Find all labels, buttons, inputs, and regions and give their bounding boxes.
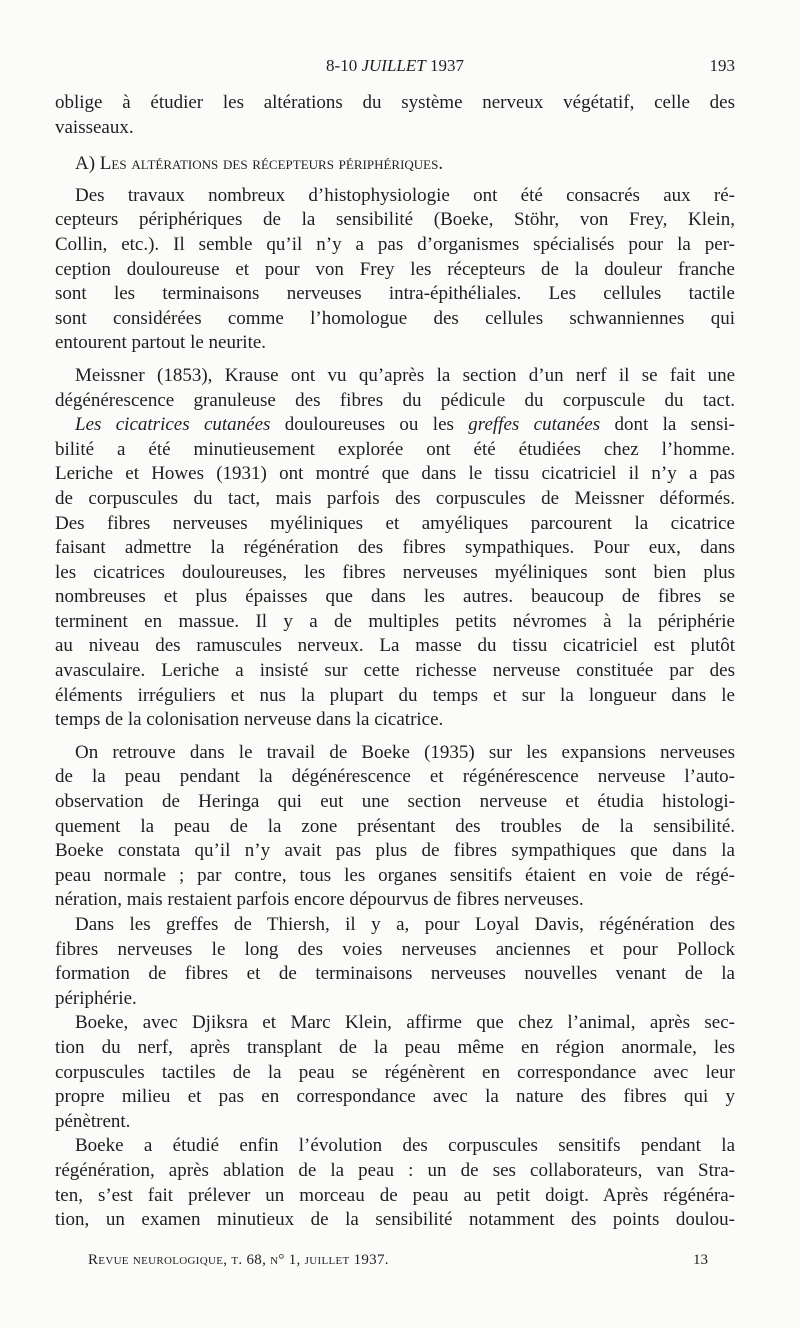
text-line: périphérie. — [55, 987, 137, 1009]
text-line: Leriche et Howes (1931) ont montré que dans le tissu cicatriciel il n’y a pas — [55, 463, 735, 485]
text-line: sont les terminaisons nerveuses intra-épithéliales. Les cellules tactile — [55, 283, 735, 305]
header-date-month: JUILLET — [361, 56, 426, 75]
text-line: corpuscules tactiles de la peau se régénèrent en correspondance avec leur — [55, 1061, 735, 1083]
text-line: Boeke constata qu’il n’y avait pas plus de fibres sympathiques que dans la — [55, 840, 735, 862]
text-line: Collin, etc.). Il semble qu’il n’y a pas d’organismes spécialisés pour la per- — [55, 233, 735, 255]
text-line: vaisseaux. — [55, 116, 134, 138]
signature-mark: 13 — [693, 1252, 708, 1268]
header-date-year: 1937 — [425, 56, 464, 75]
text-line: dégénérescence granuleuse des fibres du pédicule du corpuscule du tact. — [55, 389, 735, 411]
text-line: Des travaux nombreux d’histophysiologie ont été consacrés aux ré- — [75, 184, 735, 206]
text-line: au niveau des ramuscules nerveux. La masse du tissu cicatriciel est plutôt — [55, 635, 735, 657]
italic-term: greffes cutanées — [468, 414, 601, 436]
italic-term: Les cicatrices cutanées — [75, 414, 271, 436]
text-line: de corpuscules du tact, mais parfois des corpuscules de Meissner déformés. — [55, 487, 735, 509]
page-number: 193 — [709, 56, 735, 75]
text-line: tion, un examen minutieux de la sensibilité notamment des points doulou- — [55, 1209, 735, 1231]
text-line: fibres nerveuses le long des voies nerveuses anciennes et pour Pollock — [55, 938, 735, 960]
text-line: Boeke, avec Djiksra et Marc Klein, affirme que chez l’animal, après sec- — [75, 1012, 735, 1034]
text-line: quement la peau de la zone présentant des troubles de la sensibilité. — [55, 815, 735, 837]
text-line: entourent partout le neurite. — [55, 332, 267, 354]
body-text — [55, 91, 735, 1233]
header-date — [55, 56, 735, 76]
text-line: propre milieu et pas en correspondance avec la nature des fibres qui y — [55, 1086, 735, 1108]
text-line: Dans les greffes de Thiersh, il y a, pour Loyal Davis, régénération des — [75, 914, 735, 935]
text-line: Des fibres nerveuses myéliniques et amyéliques parcourent la cicatrice — [55, 512, 735, 534]
text-line: bilité a été minutieusement explorée ont été étudiées chez l’homme. — [55, 438, 735, 460]
text-line: observation de Heringa qui eut une section nerveuse et étudia histologi- — [55, 791, 735, 813]
text-line: les cicatrices douloureuses, les fibres nerveuses myéliniques sont bien plus — [55, 561, 735, 583]
text-line: régénération, après ablation de la peau : un de ses collaborateurs, van Stra- — [55, 1159, 735, 1181]
text-line: cepteurs périphériques de la sensibilité (Boeke, Stöhr, von Frey, Klein, — [55, 209, 735, 231]
text-line: éléments irréguliers et nus la plupart du temps et sur la longueur dans le — [55, 684, 735, 706]
footer-journal: Revue neurologique, t. 68, n° 1, juillet 1937. — [88, 1252, 389, 1268]
text-segment: douloureuses ou les — [270, 414, 469, 436]
header-date-day: 8-10 — [326, 56, 362, 75]
section-heading: A) Les altérations des récepteurs périphériques. — [75, 153, 444, 175]
text-line: avasculaire. Leriche a insisté sur cette richesse nerveuse constituée par des — [55, 660, 735, 682]
text-line: Boeke a étudié enfin l’évolution des corpuscules sensitifs pendant la — [75, 1135, 735, 1157]
text-line: ten, s’est fait prélever un morceau de peau au petit doigt. Après régénéra- — [55, 1184, 735, 1206]
text-line: nération, mais restaient parfois encore dépourvus de fibres nerveuses. — [55, 889, 584, 911]
text-line: tion du nerf, après transplant de la peau même en région anormale, les — [55, 1036, 735, 1058]
text-line: terminent en massue. Il y a de multiples petits névromes à la périphérie — [55, 610, 735, 632]
text-line: de la peau pendant la dégénérescence et régénérescence nerveuse l’auto- — [55, 766, 735, 788]
text-line: nombreuses et plus épaisses que dans les autres. beaucoup de fibres se — [55, 586, 735, 608]
text-line: pénètrent. — [55, 1110, 131, 1132]
text-line: formation de fibres et de terminaisons nerveuses nouvelles venant de la — [55, 963, 735, 985]
text-line: Meissner (1853), Krause ont vu qu’après la section d’un nerf il se fait une — [75, 364, 735, 386]
text-segment: dont la sensi- — [600, 414, 736, 436]
text-line: ception douloureuse et pour von Frey les récepteurs de la douleur franche — [55, 258, 735, 280]
text-line — [55, 413, 735, 438]
footer — [88, 1252, 708, 1269]
text-line: temps de la colonisation nerveuse dans la cicatrice. — [55, 709, 444, 731]
text-line: On retrouve dans le travail de Boeke (1935) sur les expansions nerveuses — [75, 741, 735, 763]
text-line: sont considérées comme l’homologue des cellules schwanniennes qui — [55, 307, 735, 329]
text-line: oblige à étudier les altérations du système nerveux végétatif, celle des — [55, 92, 735, 113]
running-header — [55, 56, 735, 80]
text-line: peau normale ; par contre, tous les organes sensitifs étaient en voie de régé- — [55, 864, 735, 886]
text-line: faisant admettre la régénération des fibres sympathiques. Pour eux, dans — [55, 537, 735, 559]
